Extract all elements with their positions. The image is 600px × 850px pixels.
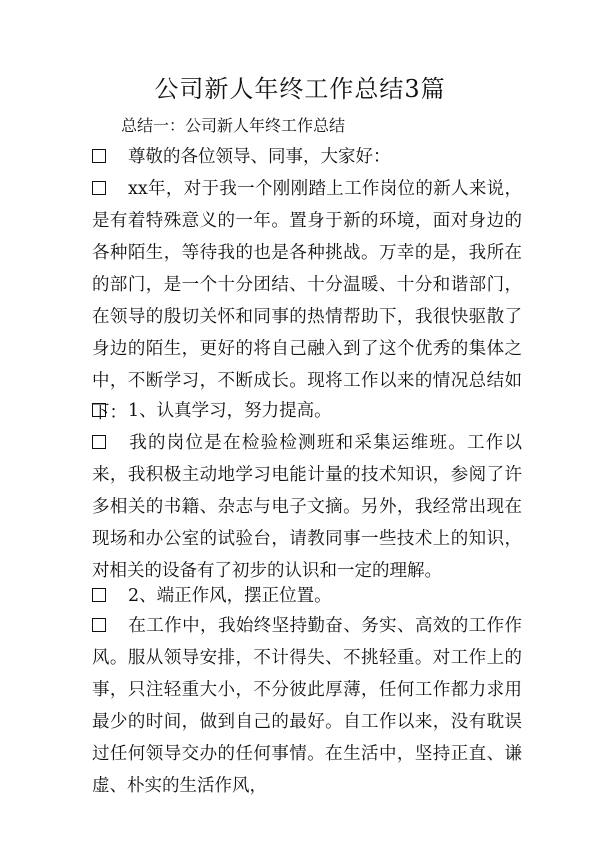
paragraph-heading-1 xyxy=(92,395,522,427)
paragraph-text: 我的岗位是在检验检测班和采集运维班。工作以来，我积极主动地学习电能计量的技术知识，参阅了许多相关的书籍、杂志与电子文摘。另外，我经常出现在现场和办公室的试验台，请教同事一些技术上的知识，对相关的设备有了初步的认识和一定的理解。 xyxy=(92,433,522,581)
paragraph-intro xyxy=(92,173,522,429)
paragraph-heading-2 xyxy=(92,580,522,612)
checkbox-bullet-icon xyxy=(92,588,106,602)
paragraph-text: 在工作中，我始终坚持勤奋、务实、高效的工作作风。服从领导安排，不计得失、不挑轻重。对工作上的事，只注轻重大小，不分彼此厚薄，任何工作都力求用最少的时间，做到自己的最好。自工作以来，没有耽误过任何领导交办的任何事情。在生活中，坚持正直、谦虚、朴实的生活作风， xyxy=(92,616,522,796)
paragraph-text: 尊敬的各位领导、同事，大家好： xyxy=(128,147,391,167)
paragraph-text: xx年，对于我一个刚刚踏上工作岗位的新人来说，是有着特殊意义的一年。置身于新的环境，面对身边的各种陌生，等待我的也是各种挑战。万幸的是，我所在的部门，是一个十分团结、十分温暖、十分和谐部门，在领导的殷切关怀和同事的热情帮助下，我很快驱散了身边的陌生，更好的将自己融入到了这个优秀的集体之中，不断学习，不断成长。现将工作以来的情况总结如下： xyxy=(92,179,522,423)
paragraph-text: 1、认真学习，努力提高。 xyxy=(128,401,332,421)
paragraph-greeting xyxy=(92,141,522,173)
paragraph-study xyxy=(92,427,522,587)
checkbox-bullet-icon xyxy=(92,181,106,195)
document-subtitle: 总结一：公司新人年终工作总结 xyxy=(121,116,346,135)
checkbox-bullet-icon xyxy=(92,618,106,632)
paragraph-work-style xyxy=(92,610,522,802)
checkbox-bullet-icon xyxy=(92,149,106,163)
checkbox-bullet-icon xyxy=(92,435,106,449)
paragraph-text: 2、端正作风，摆正位置。 xyxy=(128,586,332,606)
checkbox-bullet-icon xyxy=(92,403,106,417)
document-title: 公司新人年终工作总结3篇 xyxy=(154,75,446,103)
